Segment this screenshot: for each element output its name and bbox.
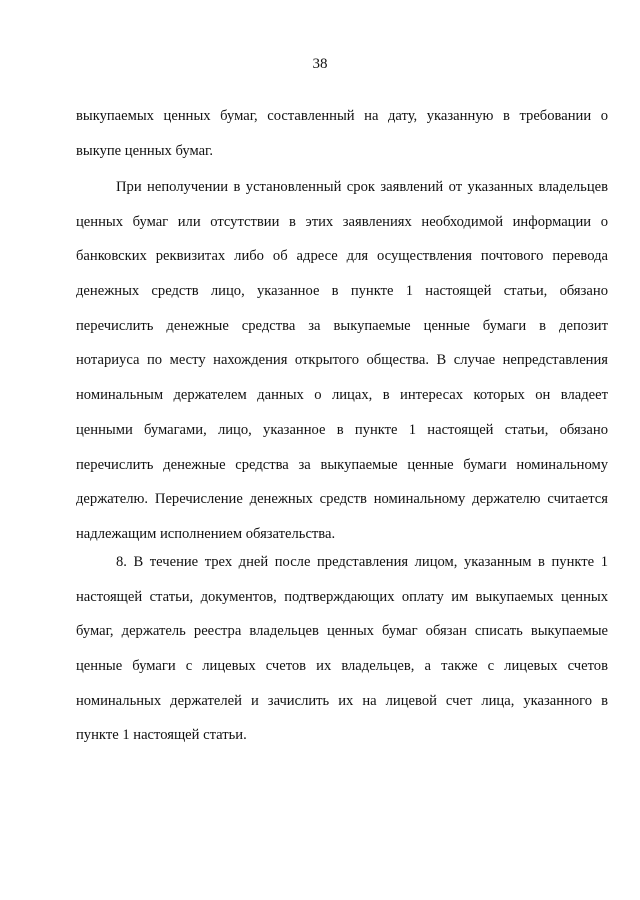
paragraph-item-8: [76, 545, 608, 753]
text-line: банковских реквизитах либо об адресе для осуществления почтового перевода: [76, 248, 608, 265]
text-line: денежных средств лицо, указанное в пункте 1 настоящей статьи, обязано: [76, 283, 608, 300]
text-line: номинальных держателей и зачислить их на лицевой счет лица, указанного в: [76, 692, 608, 709]
text-line: 8. В течение трех дней после представления лицом, указанным в пункте 1: [116, 554, 608, 570]
paragraph-non-receipt: [76, 170, 608, 552]
text-line: настоящей статьи, документов, подтверждающих оплату им выкупаемых ценных: [76, 588, 608, 605]
text-line: При неполучении в установленный срок заявлений от указанных владельцев: [116, 179, 608, 195]
text-line: номинальным держателем данных о лицах, в интересах которых он владеет: [76, 387, 608, 404]
paragraph-continuation: [76, 99, 608, 168]
text-line: перечислить денежные средства за выкупаемые ценные бумаги в депозит: [76, 317, 608, 334]
text-line: выкупаемых ценных бумаг, составленный на дату, указанную в требовании о: [76, 108, 608, 124]
text-line: выкупе ценных бумаг.: [76, 142, 214, 159]
text-line: ценных бумаг или отсутствии в этих заявлениях необходимой информации о: [76, 213, 608, 230]
text-line: держателю. Перечисление денежных средств номинальному держателю считается: [76, 491, 608, 508]
text-line: надлежащим исполнением обязательства.: [76, 525, 336, 542]
text-line: перечислить денежные средства за выкупаемые ценные бумаги номинальному: [76, 456, 608, 473]
text-line: нотариуса по месту нахождения открытого общества. В случае непредставления: [76, 352, 608, 369]
text-line: бумаг, держатель реестра владельцев ценных бумаг обязан списать выкупаемые: [76, 623, 608, 640]
text-line: пункте 1 настоящей статьи.: [76, 727, 247, 744]
page-number: 38: [312, 56, 328, 72]
text-line: ценными бумагами, лицо, указанное в пункте 1 настоящей статьи, обязано: [76, 421, 608, 438]
text-line: ценные бумаги с лицевых счетов их владельцев, а также с лицевых счетов: [76, 658, 608, 675]
